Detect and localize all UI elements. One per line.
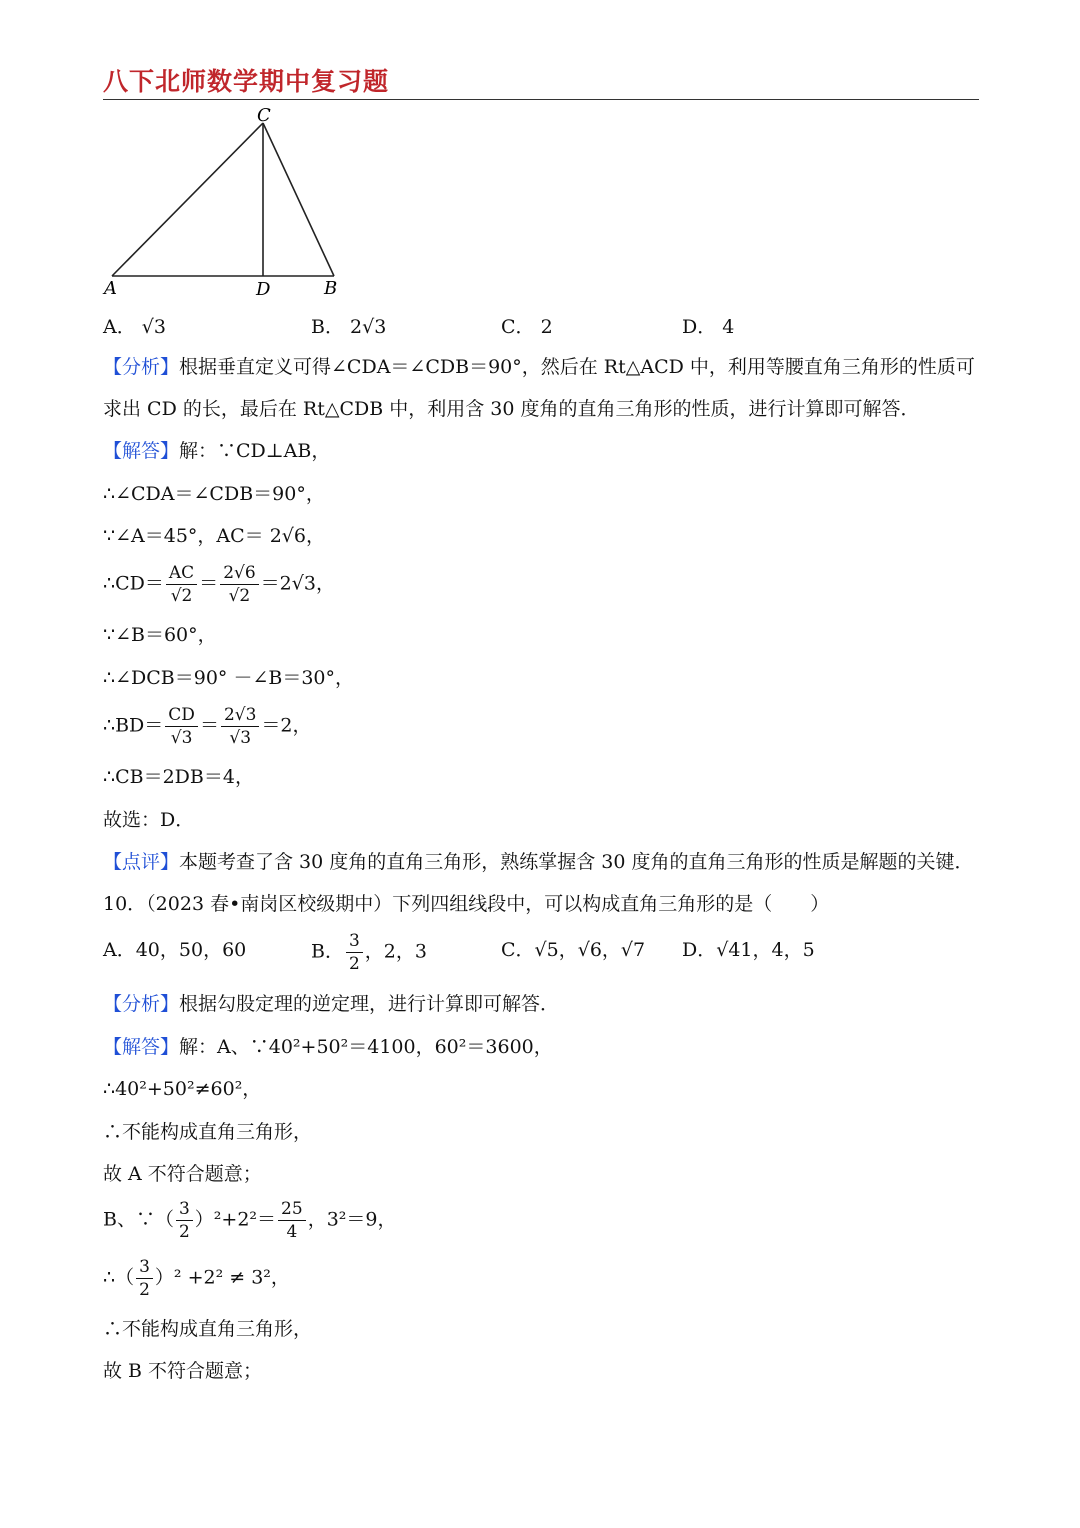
q9-answer-line-8: ∴CB＝2DB＝4，	[103, 766, 254, 788]
fraction: $\frac{AC}{√2}$	[166, 562, 197, 607]
q10-option-b: B． $\frac{3}{2}$ ，2，3	[311, 931, 427, 974]
q9-option-d: D． 4	[682, 316, 735, 338]
q9-analysis-line-1: 【分析】根据垂直定义可得∠CDA＝∠CDB＝90°，然后在 Rt△ACD 中，利用等腰直角三角形的性质可	[103, 356, 975, 378]
q9-comment: 【点评】本题考查了含 30 度角的直角三角形，熟练掌握含 30 度角的直角三角形的性质是解题的关键．	[103, 851, 974, 873]
analysis-tag: 【分析】	[103, 356, 180, 378]
q9-analysis-line-2: 求出 CD 的长，最后在 Rt△CDB 中，利用含 30 度角的直角三角形的性质，进行计算即可解答．	[103, 398, 920, 420]
page-title: 八下北师数学期中复习题	[103, 67, 390, 96]
comment-tag: 【点评】	[103, 851, 180, 873]
triangle-figure	[100, 105, 360, 300]
q9-option-a: A． √3	[103, 316, 166, 338]
label-b: B	[324, 278, 338, 299]
q10-answer-line-6: ∴（ $\frac{3}{2}$ ）² +2² ≠ 3²，	[103, 1257, 290, 1300]
q10-answer-line-5: B、∵（ $\frac{3}{2}$ ）²+2²＝ $\frac{25}{4}$ ，3²＝9，	[103, 1199, 397, 1242]
q10-stem: 10．（2023 春•南岗区校级期中）下列四组线段中，可以构成直角三角形的是（ ）	[103, 893, 830, 915]
q10-answer-line-4: 故 A 不符合题意；	[103, 1163, 262, 1185]
answer-tag: 【解答】	[103, 1036, 180, 1058]
q9-answer-line-6: ∴∠DCB＝90° －∠B＝30°，	[103, 667, 355, 689]
fraction: $\frac{3}{2}$	[346, 930, 363, 975]
q10-answer-line-1: 【解答】解：A、∵40²+50²＝4100，60²＝3600，	[103, 1036, 553, 1058]
label-c: C	[257, 105, 271, 126]
fraction: $\frac{2√6}{√2}$	[220, 562, 258, 607]
q9-answer-line-7: ∴BD＝ $\frac{CD}{√3}$ ＝ $\frac{2√3}{√3}$ ＝2，	[103, 705, 312, 748]
answer-tag: 【解答】	[103, 440, 180, 462]
q9-answer-line-3: ∵∠A＝45°，AC＝ 2√6，	[103, 525, 325, 547]
q10-answer-line-7: ∴不能构成直角三角形，	[103, 1318, 313, 1340]
q10-option-d: D．√41，4，5	[682, 939, 815, 961]
fraction: $\frac{3}{2}$	[136, 1256, 153, 1301]
q10-option-a: A．40，50，60	[103, 939, 247, 961]
label-a: A	[104, 278, 117, 299]
q10-answer-line-3: ∴不能构成直角三角形，	[103, 1121, 313, 1143]
analysis-tag: 【分析】	[103, 993, 180, 1015]
header-rule	[103, 99, 979, 100]
fraction: $\frac{2√3}{√3}$	[221, 704, 259, 749]
q10-analysis: 【分析】根据勾股定理的逆定理，进行计算即可解答．	[103, 993, 560, 1015]
q10-answer-line-8: 故 B 不符合题意；	[103, 1360, 263, 1382]
fraction: $\frac{25}{4}$	[278, 1198, 306, 1243]
q9-option-c: C． 2	[501, 316, 553, 338]
label-d: D	[256, 279, 271, 300]
q9-option-b: B． 2√3	[311, 316, 387, 338]
q9-answer-line-5: ∵∠B＝60°，	[103, 624, 217, 646]
q10-answer-line-2: ∴40²+50²≠60²，	[103, 1078, 262, 1100]
segment-ca	[112, 123, 263, 276]
q9-answer-line-1: 【解答】解：∵CD⊥AB，	[103, 440, 331, 462]
q9-choice: 故选：D．	[103, 809, 195, 831]
q9-answer-line-2: ∴∠CDA＝∠CDB＝90°，	[103, 483, 325, 505]
fraction: $\frac{CD}{√3}$	[165, 704, 198, 749]
segment-cb	[263, 123, 334, 276]
q10-option-c: C．√5，√6，√7	[501, 939, 646, 961]
fraction: $\frac{3}{2}$	[176, 1198, 193, 1243]
q9-answer-line-4: ∴CD＝ $\frac{AC}{√2}$ ＝ $\frac{2√6}{√2}$ ＝2√3，	[103, 563, 335, 606]
